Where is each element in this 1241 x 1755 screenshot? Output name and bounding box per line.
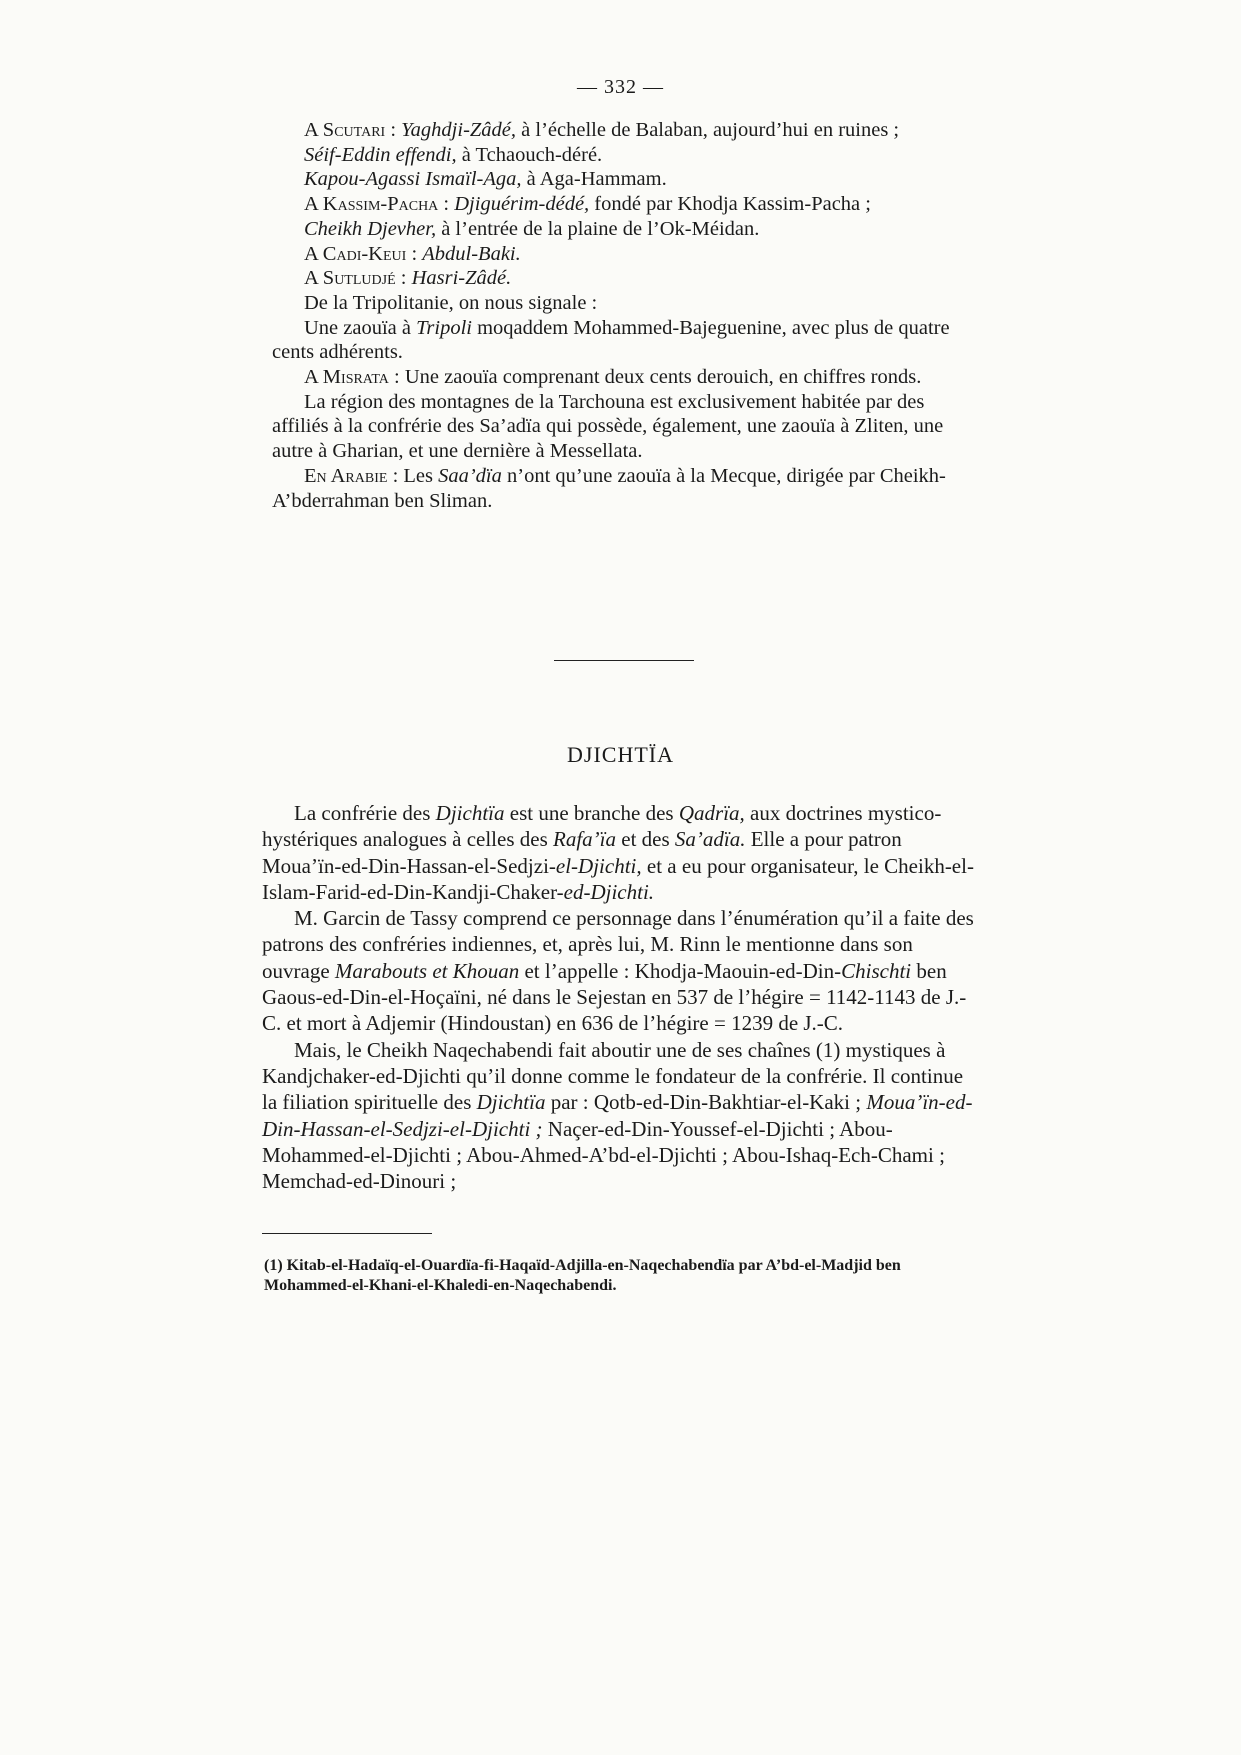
section-divider <box>554 660 694 661</box>
line-cheikh-djevher: Cheikh Djevher, à l’entrée de la plaine de l’Ok-Méidan. <box>304 217 760 240</box>
section-heading: DJICHTÏA <box>567 742 674 767</box>
line-tripolitanie: De la Tripolitanie, on nous signale : <box>304 291 598 314</box>
paragraph-misrata: A Misrata : Une zaouïa comprenant deux cents derouich, en chiffres ronds. <box>304 366 922 389</box>
paragraph-naqechabendi: Mais, le Cheikh Naqechabendi fait aboutir une de ses chaînes (1) mystiques à Kandjchaker-ed-Djichti qu’il donne comme le fondateur de la confrérie. Il continue la filiation spirituelle des Djichtïa par : Qotb-ed-Din-Bakhtiar-el-Kaki ; Moua’ïn-ed-Din-Hassan-el-Sedjzi-el-Djichti ; Naçer-ed-Din-Youssef-el-Djichti ; Abou-Mohammed-el-Djichti ; Abou-Ahmed-A’bd-el-Djichti ; Abou-Ishaq-Ech-Chami ; Memchad-ed-Dinouri ; <box>262 1037 973 1194</box>
line-seif-eddin: Séif-Eddin effendi, à Tchaouch-déré. <box>304 143 603 166</box>
line-kapou-agassi: Kapou-Agassi Ismaïl-Aga, à Aga-Hammam. <box>304 168 667 191</box>
line-kassim-pacha: A Kassim-Pacha : Djiguérim-dédé, fondé par Khodja Kassim-Pacha ; <box>304 193 871 216</box>
paragraph-confrerie: La confrérie des Djichtïa est une branche des Qadrïa, aux doctrines mystico-hystériques analogues à celles des Rafa’ïa et des Sa’adïa. Elle a pour patron Moua’ïn-ed-Din-Hassan-el-Sedjzi-el-Djichti, et a eu pour organisateur, le Cheikh-el-Islam-Farid-ed-Din-Kandji-Chaker-ed-Djichti. <box>262 801 974 904</box>
line-scutari: A Scutari : Yaghdji-Zâdé, à l’échelle de Balaban, aujourd’hui en ruines ; <box>304 119 900 141</box>
paragraph-arabie: En Arabie : Les Saa’dïa n’ont qu’une zaouïa à la Mecque, dirigée par Cheikh-A’bderrahman ben Sliman. <box>272 464 946 512</box>
line-cadi-keui: A Cadi-Keui : Abdul-Baki. <box>304 242 521 265</box>
paragraph-tarchouna: La région des montagnes de la Tarchouna est exclusivement habitée par des affiliés à la confrérie des Sa’adïa qui possède, également, une zaouïa à Zliten, une autre à Gharian, et une dernière à Messellata. <box>272 390 944 463</box>
paragraph-garcin: M. Garcin de Tassy comprend ce personnage dans l’énumération qu’il a faite des patrons des confréries indiennes, et, après lui, M. Rinn le mentionne dans son ouvrage Marabouts et Khouan et l’appelle : Khodja-Maouin-ed-Din-Chischti ben Gaous-ed-Din-el-Hoçaïni, né dans le Sejestan en 537 de l’hégire = 1142-1143 de J.-C. et mort à Adjemir (Hindoustan) en 636 de l’hégire = 1239 de J.-C. <box>262 906 974 1036</box>
footnote: (1) Kitab-el-Hadaïq-el-Ouardïa-fi-Haqaïd-Adjilla-en-Naqechabendïa par A’bd-el-Madjid ben Mohammed-el-Khani-el-Khaledi-en-Naqechabendi. <box>264 1257 901 1294</box>
line-sutludje: A Sutludjé : Hasri-Zâdé. <box>304 267 512 290</box>
lower-text-block <box>262 800 974 1194</box>
paragraph-tripoli: Une zaouïa à Tripoli moqaddem Mohammed-Bajeguenine, avec plus de quatre cents adhérents. <box>272 316 950 364</box>
page-number: — 332 — <box>577 76 664 98</box>
footnote-divider <box>262 1233 432 1234</box>
upper-text-block <box>272 118 972 513</box>
